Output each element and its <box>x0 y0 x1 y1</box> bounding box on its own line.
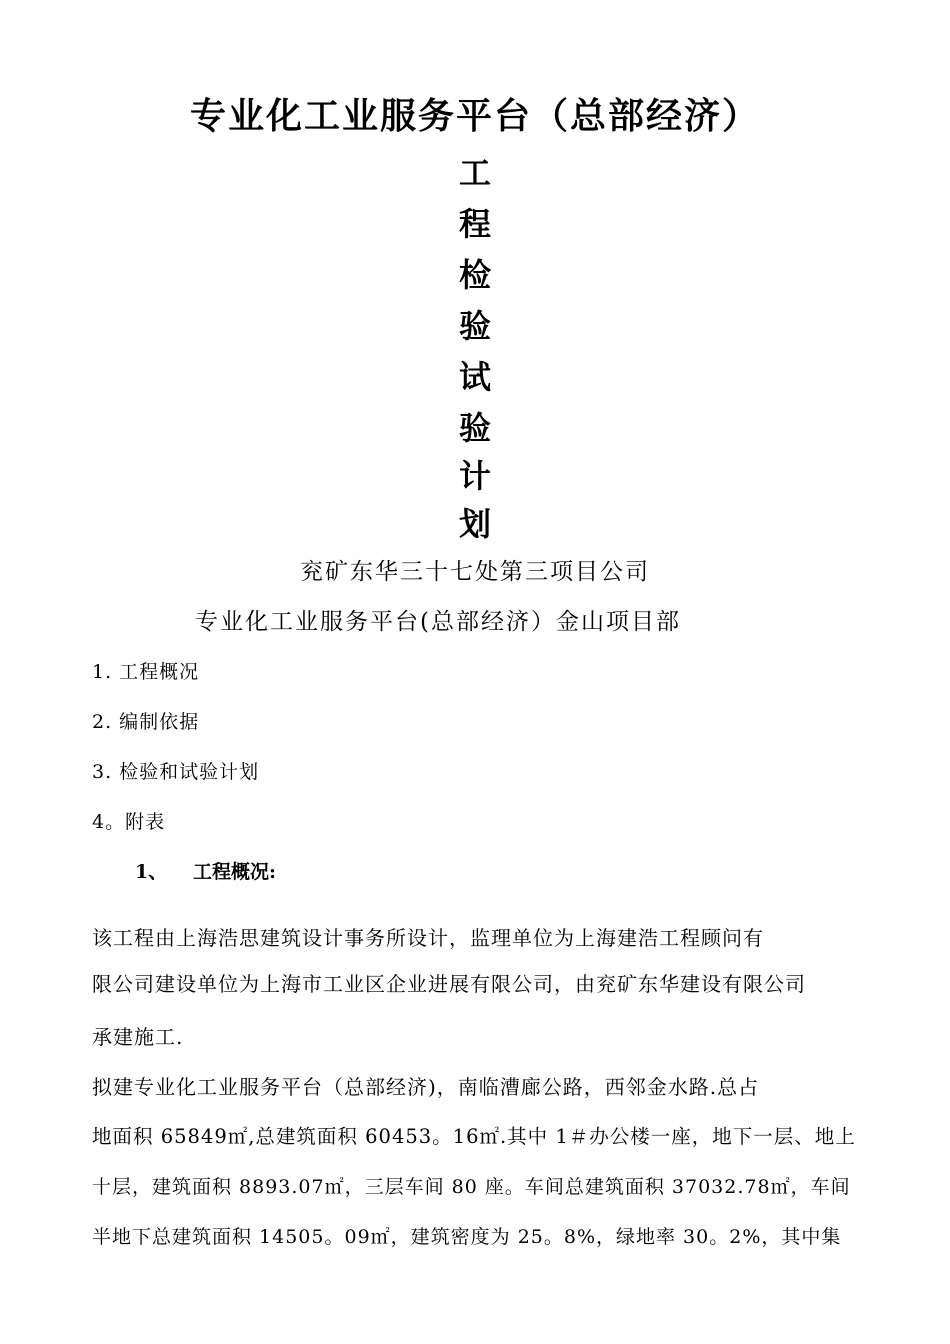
vertical-title-char: 程 <box>458 205 491 243</box>
vertical-title-char: 验 <box>458 409 491 447</box>
vertical-title-char: 计 <box>458 457 491 495</box>
paragraph-line: 拟建专业化工业服务平台（总部经济)，南临漕廊公路，西邻金水路.总占 <box>92 1075 760 1099</box>
paragraph-line: 承建施工. <box>92 1025 184 1049</box>
section-number: 1、 <box>135 861 168 883</box>
document-title: 专业化工业服务平台（总部经济） <box>189 96 760 137</box>
paragraph-line: 地面积 65849㎡,总建筑面积 60453。16㎡.其中 1＃办公楼一座，地下一层、地上 <box>92 1125 856 1148</box>
paragraph-line: 限公司建设单位为上海市工业区企业进展有限公司，由兖矿东华建设有限公司 <box>92 972 806 996</box>
vertical-title-char: 试 <box>458 358 491 396</box>
section-heading <box>135 858 276 886</box>
vertical-title-char: 检 <box>458 256 491 294</box>
vertical-title-char: 验 <box>458 307 491 345</box>
paragraph-line: 十层，建筑面积 8893.07㎡，三层车间 80 座。车间总建筑面积 37032.78㎡，车间 <box>92 1176 851 1198</box>
project-department: 专业化工业服务平台(总部经济）金山项目部 <box>195 609 681 635</box>
toc-item: 3. 检验和试验计划 <box>92 761 260 783</box>
company-name: 兖矿东华三十七处第三项目公司 <box>300 559 650 585</box>
toc-item: 4。附表 <box>92 811 166 833</box>
vertical-title-char: 工 <box>458 154 491 192</box>
vertical-title-char: 划 <box>458 505 491 543</box>
toc-item: 2. 编制依据 <box>92 711 200 733</box>
paragraph-line: 半地下总建筑面积 14505。09㎡，建筑密度为 25。8%，绿地率 30。2%，其中集 <box>92 1226 842 1248</box>
section-title: 工程概况: <box>193 861 277 883</box>
toc-item: 1. 工程概况 <box>92 661 200 683</box>
paragraph-line: 该工程由上海浩思建筑设计事务所设计，监理单位为上海建浩工程顾问有 <box>92 926 764 950</box>
